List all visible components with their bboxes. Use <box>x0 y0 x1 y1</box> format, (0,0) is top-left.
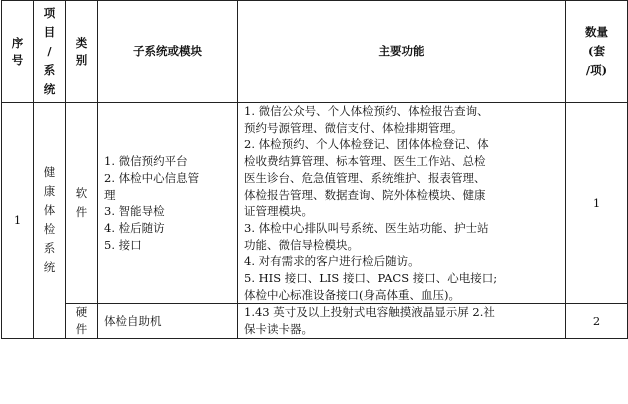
equipment-table <box>1 0 628 339</box>
header-category: 类 别 <box>66 1 98 103</box>
row-seq: 1 <box>2 103 34 339</box>
row-project: 健 康 体 检 系 统 <box>34 103 66 339</box>
row-subsystem-kiosk: 体检自助机 <box>98 304 238 338</box>
header-function: 主要功能 <box>238 1 566 103</box>
header-quantity: 数量 (套 /项) <box>566 1 628 103</box>
header-row <box>2 1 628 103</box>
row-function-list: 1. 微信公众号、个人体检预约、体检报告查询、 预约号源管理、微信支付、体检排期管理。 2. 体检预约、个人体检登记、团体体检登记、体 检收费结算管理、标本管理、医生工作站、总检 医生诊台、危急值管理、系统维护、报表管理、 体检报告管理、数据查询、院外体检模块、健康 证管理模块。 3. 体检中心排队叫号系统、医生站功能、护士站 功能、微信导检模块。 4. 对有需求的客户进行检后随访。 5. HIS 接口、LIS 接口、PACS 接口、心电接口; 体检中心标准设备接口(身高体重、血压)。 <box>238 103 566 304</box>
row-subsystem-list: 1. 微信预约平台 2. 体检中心信息管 理 3. 智能导检 4. 检后随访 5. 接口 <box>98 103 238 304</box>
row-quantity-hardware: 2 <box>566 304 628 338</box>
row-category-software: 软 件 <box>66 103 98 304</box>
row-function-kiosk: 1.43 英寸及以上投射式电容触摸液晶显示屏 2.社 保卡读卡器。 <box>238 304 566 338</box>
table-row-software <box>2 103 628 304</box>
row-quantity-software: 1 <box>566 103 628 304</box>
header-project: 项 目 / 系 统 <box>34 1 66 103</box>
header-subsystem: 子系统或模块 <box>98 1 238 103</box>
table-row-hardware <box>2 304 628 338</box>
header-seq: 序 号 <box>2 1 34 103</box>
row-category-hardware: 硬 件 <box>66 304 98 338</box>
